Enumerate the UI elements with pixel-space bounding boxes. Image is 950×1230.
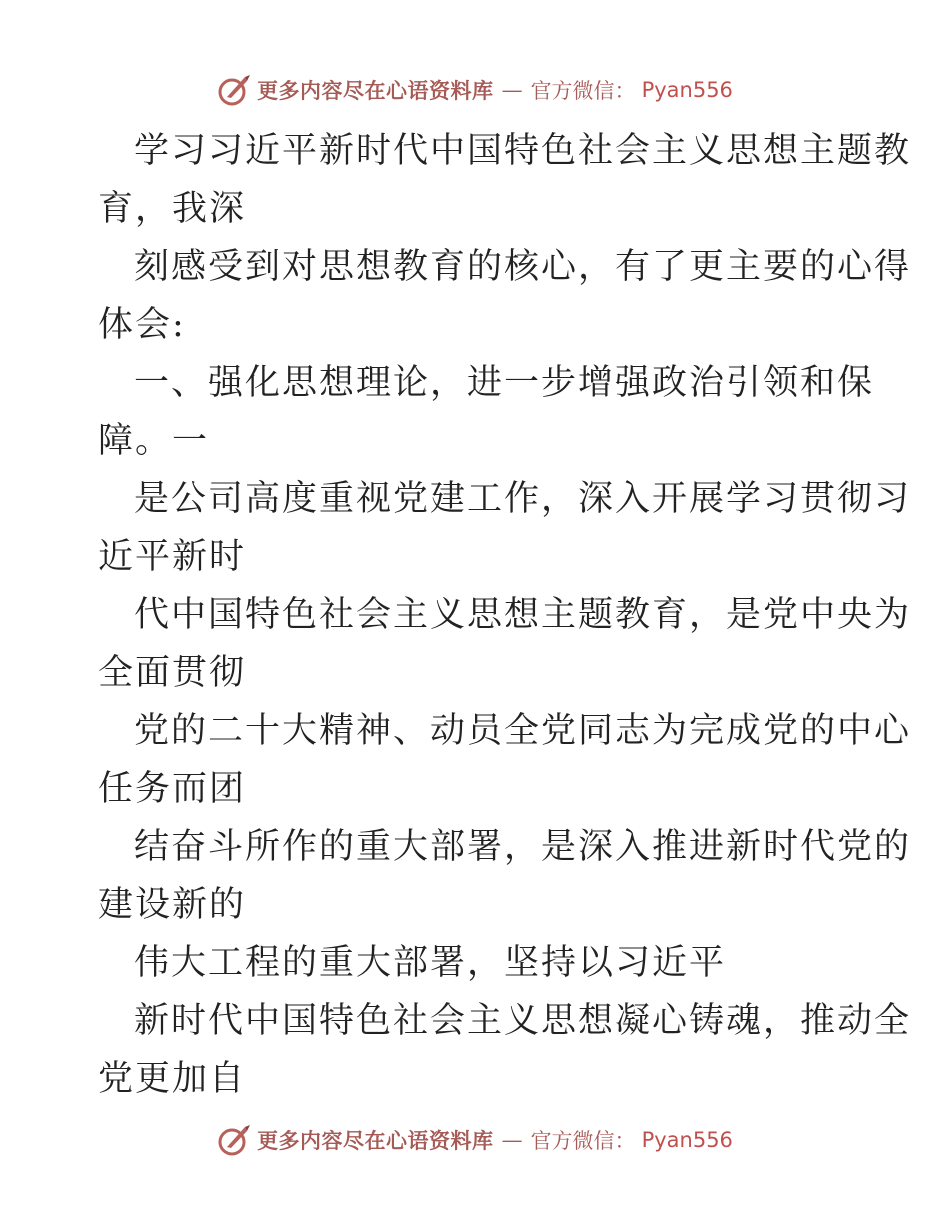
text-line: 近平新时 <box>98 537 247 577</box>
quill-logo-icon <box>217 73 251 107</box>
text-line: 代中国特色社会主义思想主题教育，是党中央为 <box>134 595 912 635</box>
header-banner <box>0 70 950 110</box>
banner-wechat-id: Pyan556 <box>641 78 733 102</box>
document-body <box>98 122 912 1108</box>
text-line: 建设新的 <box>98 885 247 925</box>
text-line: 是公司高度重视党建工作，深入开展学习贯彻习 <box>134 479 912 519</box>
text-line: 障。一 <box>98 421 210 461</box>
banner-wechat-label: 官方微信： <box>530 1129 636 1153</box>
banner-wechat-id: Pyan556 <box>641 1128 733 1152</box>
footer-banner <box>0 1120 950 1160</box>
text-line: 刻感受到对思想教育的核心，有了更主要的心得 <box>134 247 912 287</box>
text-line: 一、强化思想理论，进一步增强政治引领和保 <box>134 363 875 403</box>
text-line: 全面贯彻 <box>98 653 247 693</box>
text-line: 党的二十大精神、动员全党同志为完成党的中心 <box>134 711 912 751</box>
banner-text: 更多内容尽在心语资料库 <box>257 1128 494 1153</box>
text-line: 新时代中国特色社会主义思想凝心铸魂，推动全 <box>134 1001 912 1041</box>
banner-separator: — <box>501 1128 523 1152</box>
banner-separator: — <box>501 78 523 102</box>
quill-logo-icon <box>217 1123 251 1157</box>
text-line: 学习习近平新时代中国特色社会主义思想主题教 <box>134 131 912 171</box>
text-line: 任务而团 <box>98 769 247 809</box>
text-line: 伟大工程的重大部署，坚持以习近平 <box>134 943 727 983</box>
banner-text: 更多内容尽在心语资料库 <box>257 78 494 103</box>
text-line: 党更加自 <box>98 1059 247 1099</box>
text-line: 结奋斗所作的重大部署，是深入推进新时代党的 <box>134 827 912 867</box>
banner-wechat-label: 官方微信： <box>530 79 636 103</box>
text-line: 育，我深 <box>98 189 247 229</box>
text-line: 体会: <box>98 305 186 345</box>
